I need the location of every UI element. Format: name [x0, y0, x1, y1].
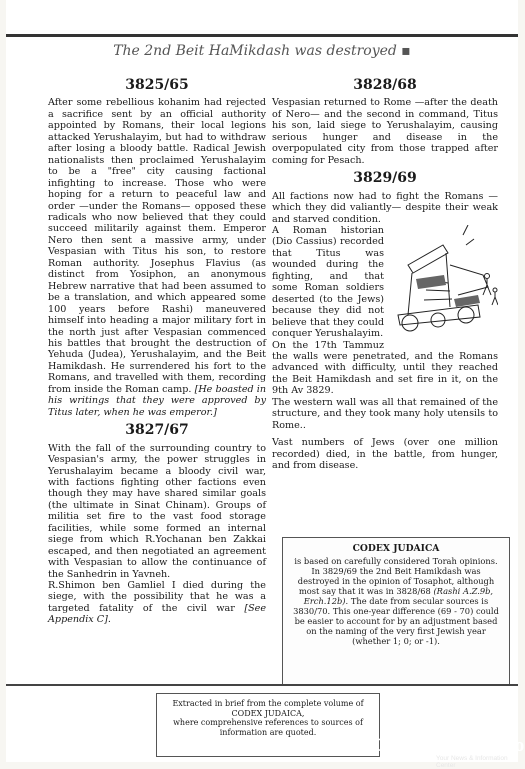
- top-rule: [6, 34, 518, 37]
- section-3827-para-2-body: R.Shimon ben Gamliel I died during the siege, with the possibility that he was a targeted fatality of the civil war: [48, 580, 266, 614]
- bullet-icon: ▪: [396, 43, 411, 59]
- right-column: [272, 77, 498, 472]
- codex-box-line-1: is based on carefully considered Torah opinions.: [294, 556, 498, 566]
- year-heading-3829: 3829/69: [353, 170, 417, 187]
- year-heading-3827: 3827/67: [125, 422, 189, 439]
- section-3829-para-2: A Roman historian (Dio Cassius) recorded that Titus was wounded during the fighting, and that some Roman soldiers deserted (to the Jews) because they did not believe that they could conquer Yerushalayim.: [272, 224, 384, 340]
- section-3829-para-1: All factions now had to fight the Romans —which they did valiantly— despite their weak and starved condition.: [272, 190, 498, 225]
- left-column: [48, 77, 267, 626]
- headline-text: The 2nd Beit HaMikdash was destroyed: [113, 43, 397, 59]
- year-heading-3828: 3828/68: [353, 77, 417, 93]
- footer-line-3: where comprehensive references to sources of information are quoted.: [173, 718, 363, 737]
- section-3829-para-5: Vast numbers of Jews (over one million recorded) died, in the battle, from hunger, and from disease.: [272, 437, 498, 472]
- codex-box-line-2: [283, 566, 509, 646]
- section-3828-text: Vespasian returned to Rome —after the death of Nero— and the second in command, Titus his son, laid siege to Yerushalayim, causing serious hunger and disease in the overpopulated city from those trapped after coming for Pesach.: [272, 97, 498, 166]
- section-3827-para-1: With the fall of the surrounding country to Vespasian's army, the power struggles in Yerushalayim became a bloody civil war, with factions fighting other factions even though they may have shared similar goals (the ultimate in Sinat Chinam). Groups of militia set fire to the vast food storage facilities, while some formed an internal siege from which R.Yochanan ben Zakkai escaped, and then negotiated an agreement with Vespasian to allow the continuance of the Sanhedrin in Yavneh.: [48, 442, 266, 580]
- codex-box-reference: (Rashi A.Z.9b, Erch.12b).: [303, 586, 494, 606]
- year-heading-3825: 3825/65: [125, 77, 189, 93]
- source-footer-box: [156, 693, 380, 757]
- codex-judaica-note-box: [282, 537, 510, 685]
- codex-box-secular-date: The date from secular sources is 3830/70. This one-year difference (69 - 70) could be easier to account for by an adjustment based on the naming of the very first Jewish year (whether 1; 0; or -1).: [293, 596, 499, 646]
- watermark-logo: [366, 736, 525, 769]
- footer-line-1: Extracted in brief from the complete volume of: [172, 699, 364, 708]
- bottom-rule: [6, 684, 518, 686]
- page-headline: [6, 43, 518, 59]
- section-3827-para-2: [48, 580, 266, 626]
- siege-engine-illustration: [388, 225, 498, 343]
- document-page: [6, 0, 518, 762]
- section-3829-para-3: On the 17th Tammuz the walls were penetrated, and the Romans advanced with difficulty, until they reached the Beit Hamikdash and set fire in it, on the 9th Av 3829.: [272, 339, 498, 397]
- watermark-tagline: Your News & Information Center: [436, 755, 508, 769]
- section-3825-text: [48, 97, 266, 418]
- section-3825-body: After some rebellious kohanim had rejected a sacrifice sent by an official authority appointed by Romans, their local legions attacked Yerushalayim, but had to withdraw after losing a bloody battle. Radical Jewish nationalists then proclaimed Yerushalayim to be a "free" city causing factional infighting to increase. Those who were hoping for a return to peaceful law and order —under the Romans— opposed these radicals who now believed that they could succeed militarily against them. Emperor Nero then sent a massive army, under Vespasian with Titus his son, to restore Roman authority. Josephus Flavius (as distinct from Yosiphon, an anonymous Hebrew narrative that had been assumed to be a translation, and which appeared some 100 years before Rashi) maneuvered himself into heading a major military fort in the north just after Vespasian commenced his battles that brought the destruction of Yehuda (Judea), Yerushalayim, and the Beit Hamikdash. He surrendered his fort to the Romans, and travelled with them, recording from inside the Roman camp.: [48, 97, 266, 395]
- section-3825-note: [He boasted in his writings that they were approved by Titus later, when he was emperor.]: [48, 383, 267, 418]
- watermark-name: CrownHeights.info: [374, 736, 525, 756]
- codex-box-opinion: In 3829/69 the 2nd Beit Hamikdash was destroyed in the opinion of Tosaphot, although most say that it was in 3828/68: [297, 566, 495, 596]
- codex-box-title: CODEX JUDAICA: [352, 543, 440, 554]
- appendix-reference: [See Appendix C].: [48, 602, 266, 626]
- footer-line-2: CODEX JUDAICA,: [231, 708, 305, 718]
- section-3829-para-4: The western wall was all that remained of the structure, and they took many holy utensils to Rome..: [272, 396, 498, 431]
